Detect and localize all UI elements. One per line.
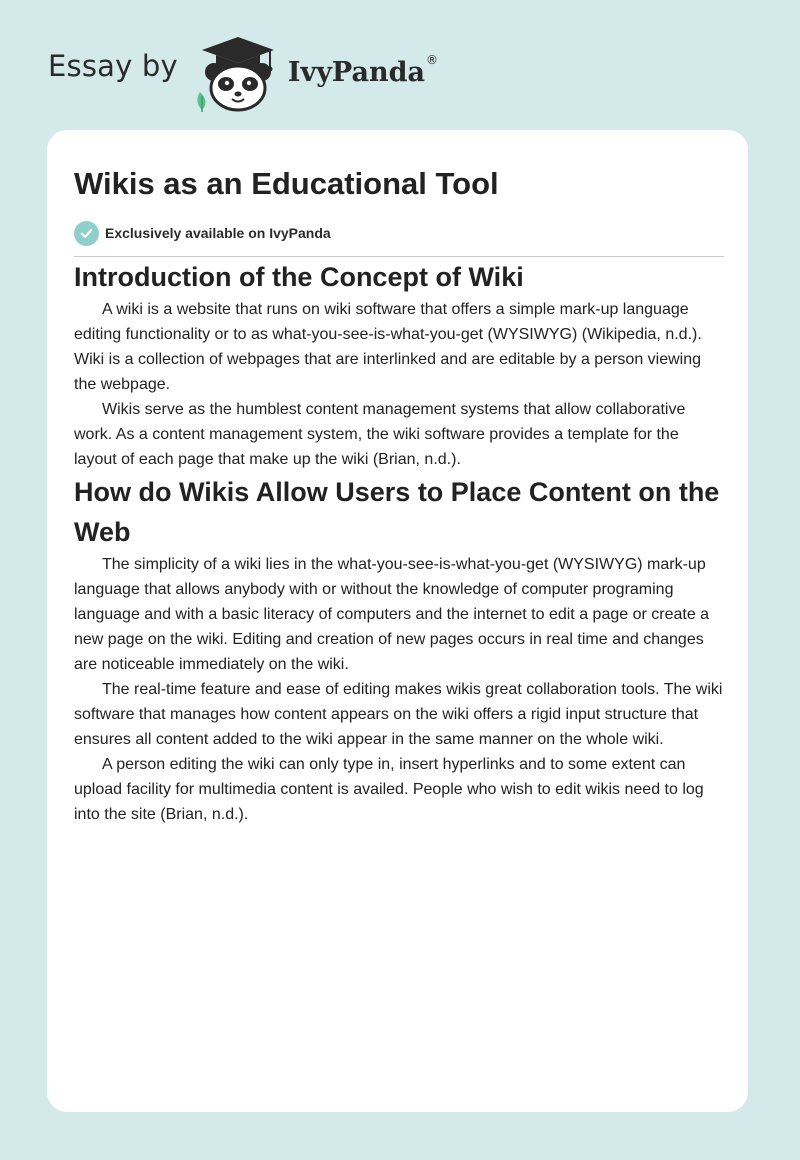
essay-content <box>74 164 724 827</box>
registered-mark: ® <box>425 53 438 67</box>
brand-prefix: Essay by <box>48 49 178 83</box>
panda-logo-icon[interactable] <box>192 34 284 114</box>
page-title: Wikis as an Educational Tool <box>74 166 499 201</box>
essay-card <box>47 130 748 1112</box>
paragraph: Wikis serve as the humblest content management systems that allow collaborative work. As a content management system, the wiki software provides a template for the layout of each page that make up the wiki (Brian, n.d.). <box>74 401 686 468</box>
paragraph: The real-time feature and ease of editing makes wikis great collaboration tools. The wiki software that manages how content appears on the wiki offers a rigid input structure that ensures all content added to the wiki appear in the same manner on the whole wiki. <box>74 681 723 748</box>
paragraph: The simplicity of a wiki lies in the what-you-see-is-what-you-get (WYSIWYG) mark-up language that allows anybody with or without the knowledge of computer programing language and with a basic literacy of computers and the internet to edit a page or create a new page on the wiki. Editing and creation of new pages occurs in real time and changes are noticeable immediately on the wiki. <box>74 556 710 673</box>
check-circle-icon <box>74 221 99 246</box>
section-introduction <box>74 257 724 472</box>
exclusive-badge <box>74 220 724 246</box>
exclusive-label: Exclusively available on IvyPanda <box>105 225 331 241</box>
site-header <box>48 34 438 114</box>
paragraph: A person editing the wiki can only type in, insert hyperlinks and to some extent can upload facility for multimedia content is availed. People who wish to edit wikis need to log into the site (Brian, n.d.). <box>74 756 704 823</box>
section-heading: Introduction of the Concept of Wiki <box>74 262 524 292</box>
section-placing-content <box>74 472 724 827</box>
section-heading: How do Wikis Allow Users to Place Content on the Web <box>74 477 720 547</box>
brand-name[interactable]: IvyPanda <box>287 56 425 88</box>
paragraph: A wiki is a website that runs on wiki software that offers a simple mark-up language editing functionality or to as what-you-see-is-what-you-get (WYSIWYG) (Wikipedia, n.d.). Wiki is a collection of webpages that are interlinked and are editable by a person viewing the webpage. <box>74 301 702 393</box>
